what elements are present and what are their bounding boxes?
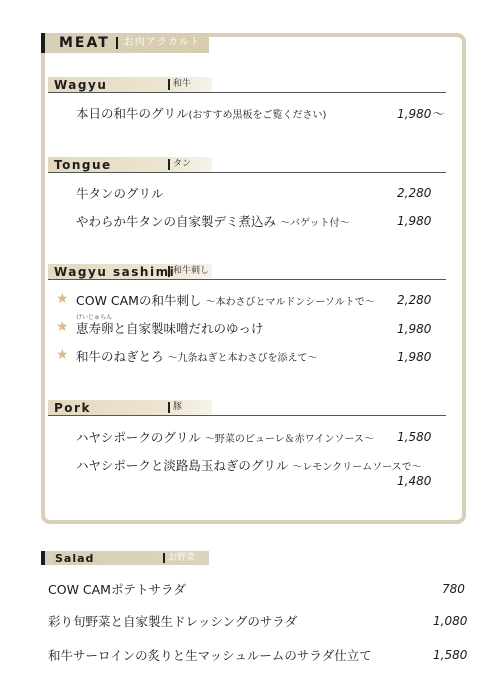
section-header-pork: [48, 400, 212, 415]
item-price: 1,980: [397, 214, 432, 228]
item-name: 恵寿卵と自家製味噌だれのゆっけ: [76, 321, 264, 336]
section-title: Pork: [54, 400, 91, 415]
item-ruby: けいじゅらん: [76, 314, 113, 321]
section-title: Tongue: [54, 157, 112, 172]
salad-header: [41, 551, 209, 565]
section-subtitle: タン: [168, 159, 191, 170]
item-name: COW CAMポテトサラダ: [48, 582, 186, 597]
section-header-tongue: [48, 157, 212, 172]
meat-title: MEAT: [59, 35, 110, 51]
menu-item-wagyu-grill: [76, 104, 326, 122]
star-icon: ★: [56, 319, 69, 335]
item-name: COW CAMの和牛刺し: [76, 293, 202, 308]
item-name: 和牛のねぎとろ: [76, 349, 164, 364]
item-price: 2,280: [397, 186, 432, 200]
menu-item-yukke: [76, 319, 263, 337]
item-name: 和牛サーロインの炙りと生マッシュルームのサラダ仕立て: [48, 648, 372, 663]
item-name: ハヤシポークのグリル: [76, 430, 201, 445]
item-price: 1,580: [433, 648, 468, 662]
menu-item-vegetable-salad: [48, 612, 297, 630]
menu-item-negitoro: [76, 347, 318, 365]
item-note: 〜本わさびとマルドンシーソルトで〜: [205, 297, 375, 308]
item-name: やわらか牛タンの自家製デミ煮込み: [76, 214, 277, 229]
menu-item-pork-onion-grill: [76, 456, 422, 474]
menu-item-potato-salad: [48, 580, 186, 598]
section-subtitle: 和牛: [168, 79, 191, 90]
item-note: 〜野菜のピューレ＆赤ワインソース〜: [204, 434, 374, 445]
item-price: 1,080: [433, 614, 468, 628]
section-divider: [48, 279, 446, 280]
section-subtitle: 和牛刺し: [168, 266, 209, 277]
section-subtitle: 豚: [168, 402, 182, 413]
item-note: 〜レモンクリームソースで〜: [292, 462, 422, 473]
meat-subtitle: お肉アラカルト: [116, 37, 201, 49]
section-divider: [48, 415, 446, 416]
menu-item-tongue-grill: [76, 184, 164, 202]
item-name: 牛タンのグリル: [76, 186, 164, 201]
item-name: ハヤシポークと淡路島玉ねぎのグリル: [76, 458, 289, 473]
menu-item-sirloin-salad: [48, 646, 372, 664]
item-name: 本日の和牛のグリル: [76, 106, 189, 121]
salad-subtitle: お野菜: [163, 553, 195, 563]
menu-item-tongue-stew: [76, 212, 350, 230]
menu-item-wagyu-sashimi: [76, 291, 375, 309]
salad-title: Salad: [55, 551, 95, 565]
section-divider: [48, 92, 446, 93]
item-note: (おすすめ黒板をご覧ください): [188, 110, 327, 121]
section-header-sashimi: [48, 264, 212, 279]
section-header-wagyu: [48, 77, 212, 92]
item-note: 〜バゲット付〜: [280, 218, 350, 229]
section-divider: [48, 172, 446, 173]
item-price: 1,980: [397, 322, 432, 336]
item-note: 〜九条ねぎと本わさびを添えて〜: [167, 353, 318, 364]
menu-item-pork-grill: [76, 428, 374, 446]
item-price: 1,480: [397, 474, 432, 488]
item-name: 彩り旬野菜と自家製生ドレッシングのサラダ: [48, 614, 298, 629]
item-price: 1,980: [397, 350, 432, 364]
section-title: Wagyu: [54, 77, 108, 92]
item-price: 780: [442, 582, 465, 596]
star-icon: ★: [56, 347, 69, 363]
star-icon: ★: [56, 291, 69, 307]
item-price: 1,580: [397, 430, 432, 444]
meat-header: [41, 33, 209, 53]
item-price: 2,280: [397, 293, 432, 307]
section-title: Wagyu sashimi: [54, 264, 176, 279]
item-price: 1,980〜: [397, 107, 444, 121]
